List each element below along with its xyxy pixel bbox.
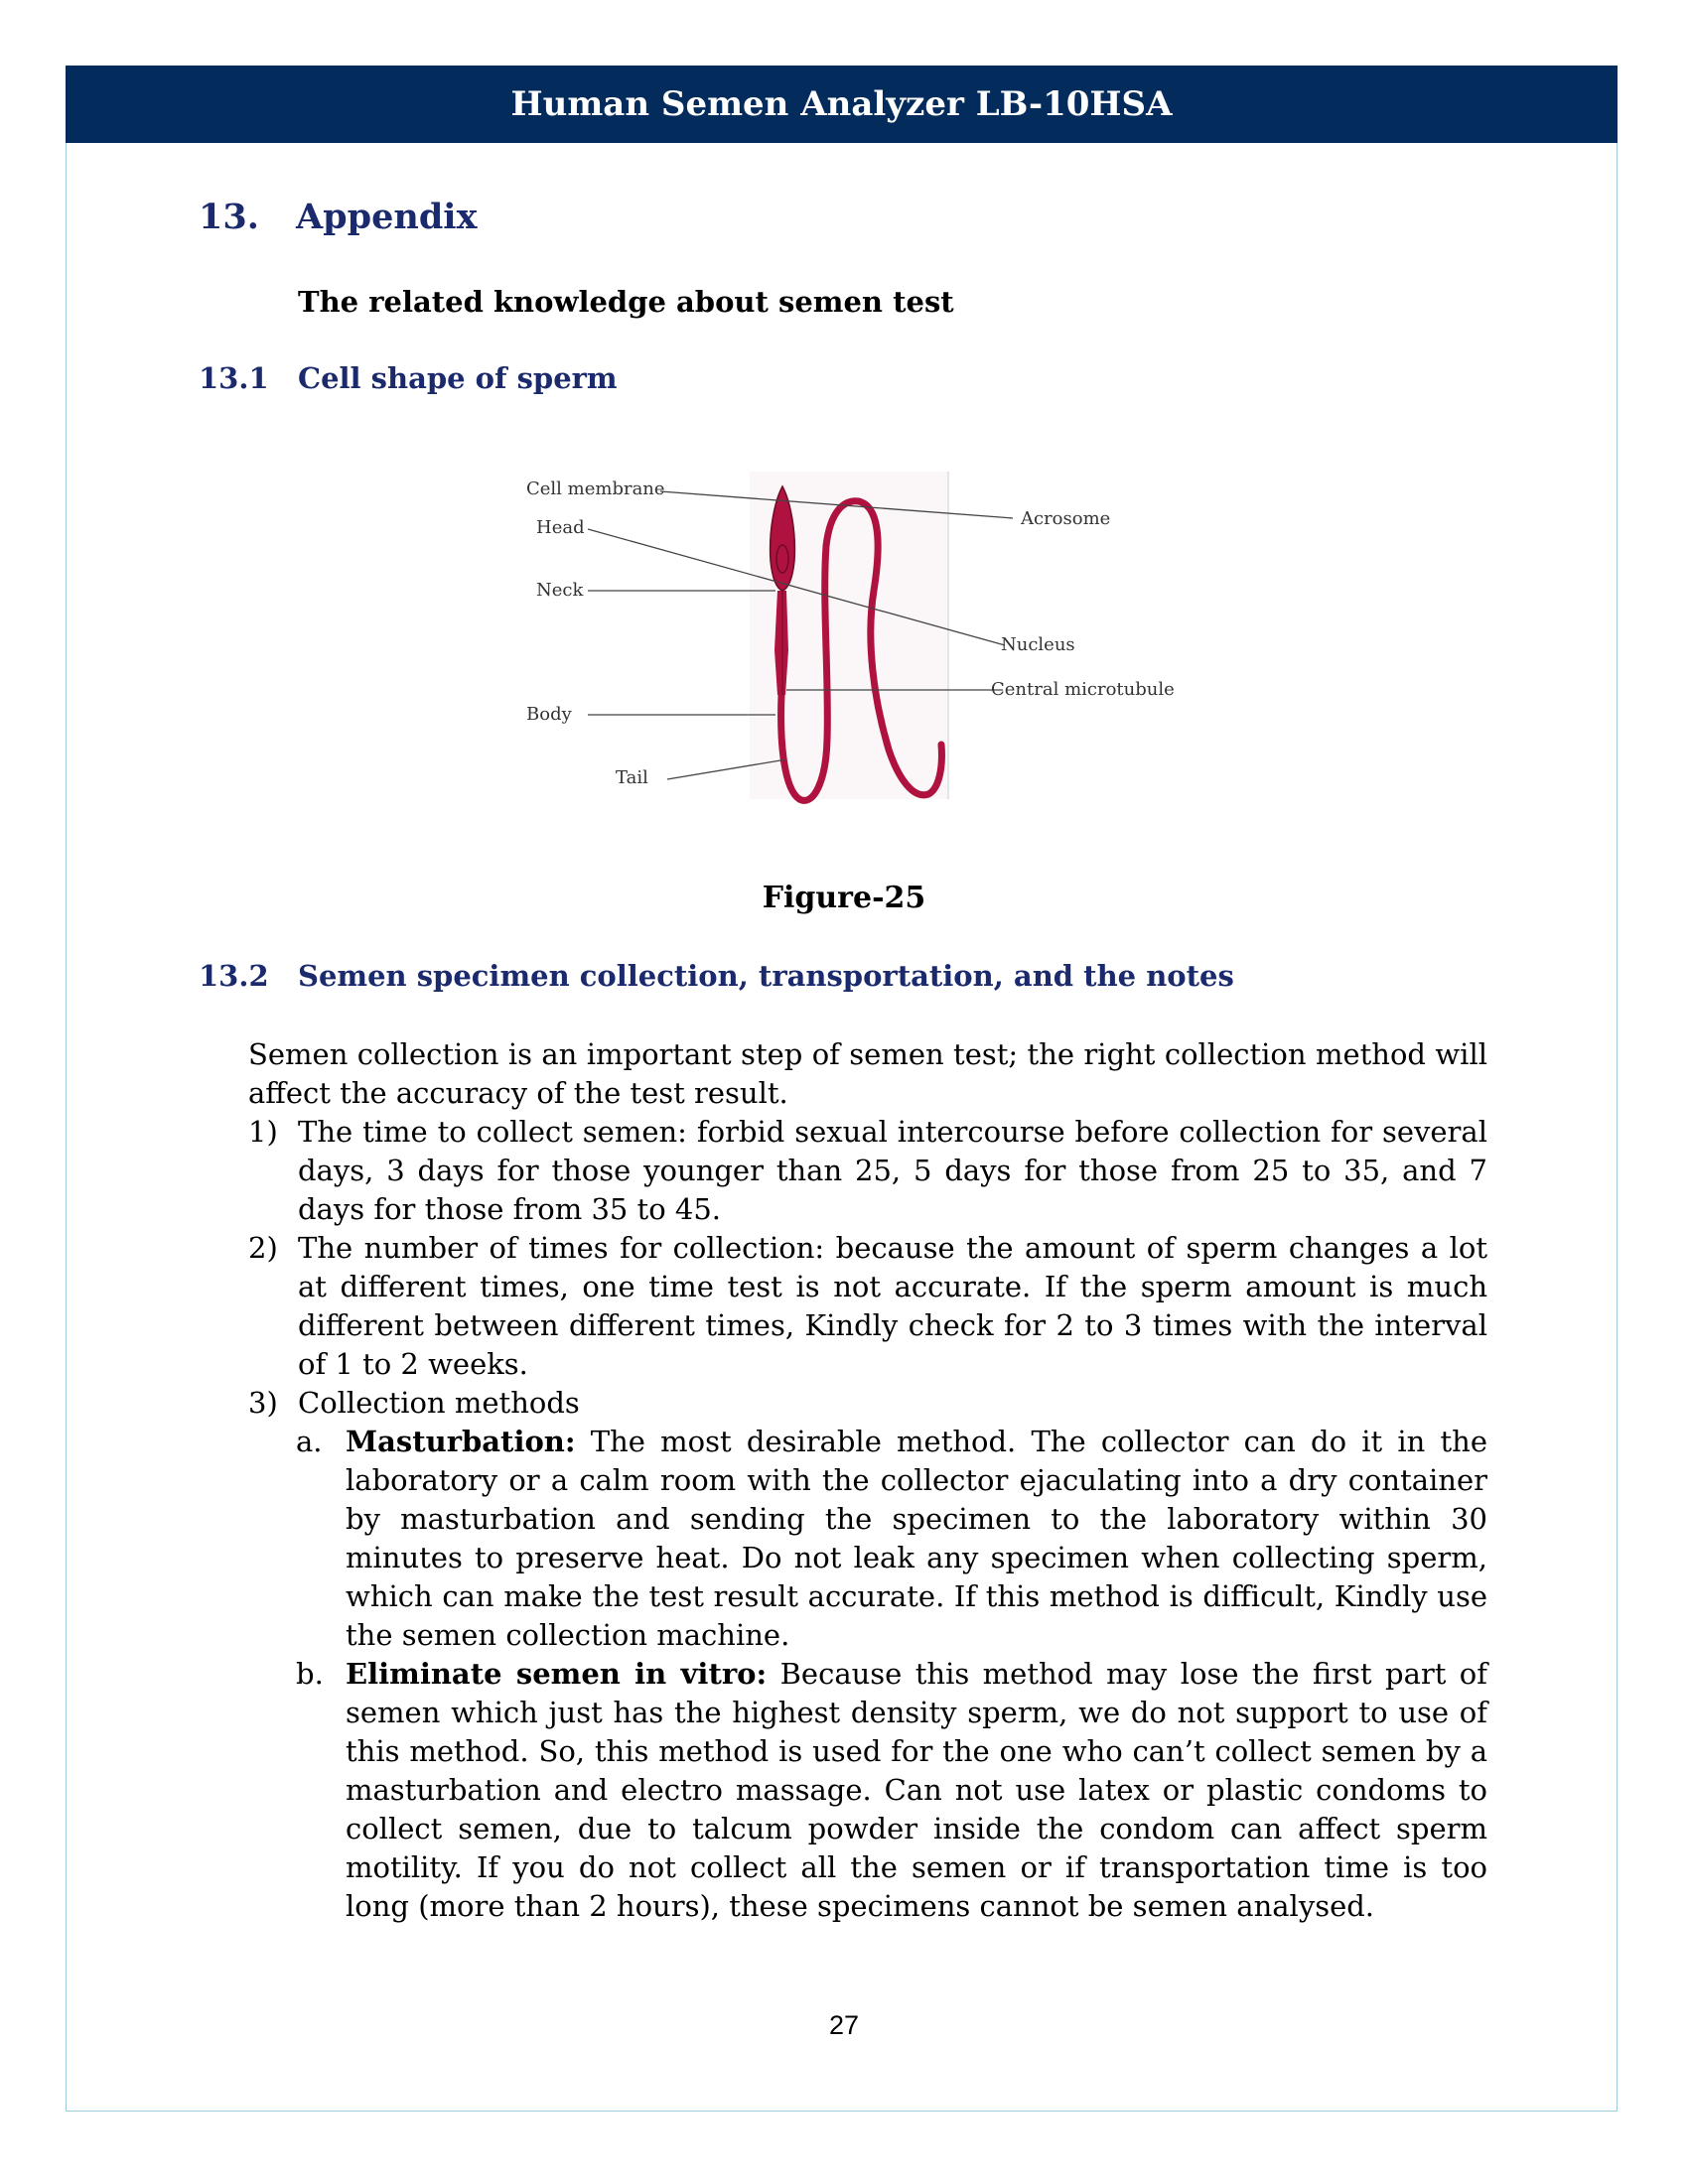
page-number: 27 xyxy=(828,2010,860,2040)
label-cell-membrane: Cell membrane xyxy=(526,478,665,499)
section-13-heading xyxy=(199,197,477,237)
label-central-microtubule: Central microtubule xyxy=(991,679,1175,700)
section-number: 13.1 xyxy=(199,361,269,395)
list-text: The number of times for collection: because the amount of sperm changes a lot at different times, one time test is not accurate. If the sperm amount is much different between different times, Kindly check for 2 to 3 times with the interval of 1 to 2 weeks. xyxy=(298,1231,1487,1381)
label-nucleus: Nucleus xyxy=(1001,634,1075,655)
list-marker: 2) xyxy=(248,1231,278,1265)
label-tail: Tail xyxy=(616,767,648,788)
page-header: Human Semen Analyzer LB-10HSA xyxy=(66,66,1618,143)
sub-list-item xyxy=(248,1423,1487,1655)
section-13-1-heading xyxy=(199,361,618,395)
section-body xyxy=(248,1035,1487,1926)
section-title: Semen specimen collection, transportation, and the notes xyxy=(298,959,1234,993)
sub-list-item xyxy=(248,1655,1487,1926)
label-head: Head xyxy=(536,517,585,538)
list-text: Collection methods xyxy=(298,1386,580,1420)
sub-list-text: Because this method may lose the first part of semen which just has the highest density sperm, we do not support to use of this method. So, this method is used for the one who can’t collect semen by a masturbation and electro massage. Can not use latex or plastic condoms to collect semen, due to talcum powder inside the condom can affect sperm motility. If you do not collect all the semen or if transportation time is too long (more than 2 hours), these specimens cannot be semen analysed. xyxy=(346,1657,1487,1923)
intro-paragraph: Semen collection is an important step of semen test; the right collection method will affect the accuracy of the test result. xyxy=(248,1037,1487,1110)
section-subtitle: The related knowledge about semen test xyxy=(298,285,954,319)
sub-list-term: Eliminate semen in vitro: xyxy=(346,1657,768,1691)
sub-list-marker: b. xyxy=(296,1657,324,1691)
figure-caption: Figure-25 xyxy=(762,881,926,915)
list-text: The time to collect semen: forbid sexual intercourse before collection for several days, 3 days for those younger than 25, 5 days for those from 25 to 35, and 7 days for those from 35 to 45. xyxy=(298,1115,1487,1226)
section-title: Appendix xyxy=(296,197,478,237)
section-number: 13.2 xyxy=(199,959,269,993)
section-number: 13. xyxy=(199,197,259,237)
label-neck: Neck xyxy=(536,580,584,601)
sub-list-marker: a. xyxy=(296,1425,323,1458)
list-marker: 1) xyxy=(248,1115,278,1149)
list-marker: 3) xyxy=(248,1386,278,1420)
sub-list-text: The most desirable method. The collector can do it in the laboratory or a calm room with the collector ejaculating into a dry container by masturbation and sending the specimen to the laboratory within 30 minutes to preserve heat. Do not leak any specimen when collecting sperm, which can make the test result accurate. If this method is difficult, Kindly use the semen collection machine. xyxy=(346,1425,1487,1652)
label-acrosome: Acrosome xyxy=(1021,508,1111,529)
label-body: Body xyxy=(526,704,572,725)
list-item xyxy=(248,1229,1487,1384)
sperm-diagram xyxy=(496,452,1192,839)
section-title: Cell shape of sperm xyxy=(298,361,618,395)
sub-list-term: Masturbation: xyxy=(346,1425,576,1458)
list-item xyxy=(248,1384,1487,1423)
list-item xyxy=(248,1113,1487,1229)
section-13-2-heading xyxy=(199,959,1234,993)
